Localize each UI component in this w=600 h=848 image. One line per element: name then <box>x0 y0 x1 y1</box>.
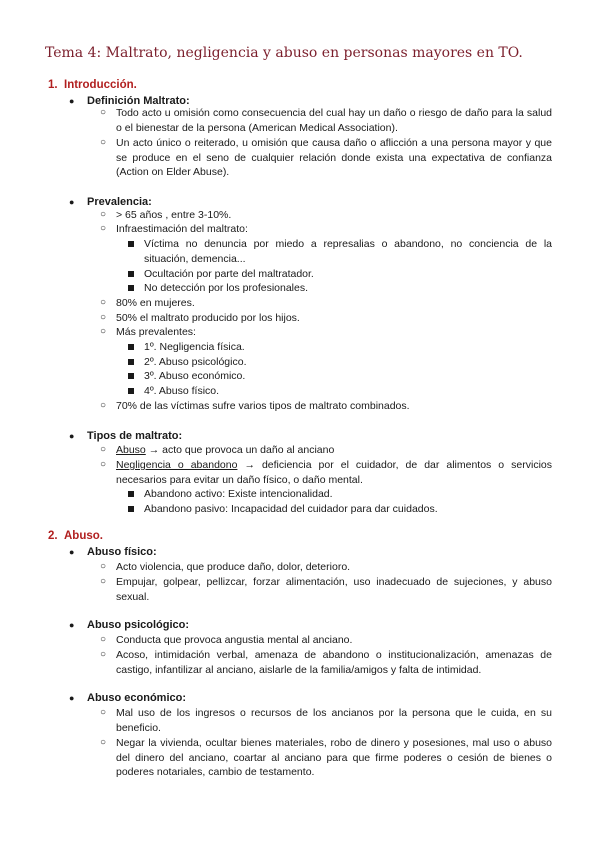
list-item: ○ Abuso → acto que provoca un daño al anciano <box>100 444 335 456</box>
list-item: ○ Un acto único o reiterado, u omisión que causa daño o aflicción a una persona mayor y que se produce en el seno de cualquier relación donde exista una expectativa de confianza (Action on Elder Abuse). <box>100 137 552 179</box>
list-item: ○ 80% en mujeres. <box>100 297 195 309</box>
sub-list-item: 1º. Negligencia física. <box>128 340 552 355</box>
sub-list-item: Ocultación por parte del maltratador. <box>128 267 552 282</box>
sub-list-item: Abandono pasivo: Incapacidad del cuidador para dar cuidados. <box>128 502 552 517</box>
sub-list-item: Víctima no denuncia por miedo a represalias o abandono, no conciencia de la situación, demencia... <box>128 237 552 266</box>
section-heading-introduccion: 1. Introducción. <box>48 79 137 91</box>
list-item: ○ Negligencia o abandono → deficiencia por el cuidador, de dar alimentos o servicios necesarios para evitar un daño físico, o daño mental. <box>100 459 552 486</box>
list-item: ○ Acto violencia, que produce daño, dolor, deterioro. <box>100 561 351 573</box>
list-item: ○ Acoso, intimidación verbal, amenaza de abandono o institucionalización, amenazas de castigo, infantilizar al anciano, aislarle de la familia/amigos y falta de intimidad. <box>100 649 552 676</box>
list-item: ○ Más prevalentes: <box>100 326 196 338</box>
list-item: ○ 50% el maltrato producido por los hijos. <box>100 312 300 324</box>
sub-list-item: 4º. Abuso físico. <box>128 384 552 399</box>
list-item: ○ Conducta que provoca angustia mental al anciano. <box>100 634 353 646</box>
list-item: ○ > 65 años , entre 3-10%. <box>100 209 232 221</box>
document-title: Tema 4: Maltrato, negligencia y abuso en personas mayores en TO. <box>45 45 523 61</box>
list-item: ○ Empujar, golpear, pellizcar, forzar alimentación, uso inadecuado de sujeciones, y abuso sexual. <box>100 576 552 603</box>
sub-list-item: No detección por los profesionales. <box>128 281 552 296</box>
sub-list-item: 3º. Abuso económico. <box>128 369 552 384</box>
list-item: ○ Negar la vivienda, ocultar bienes materiales, robo de dinero y posesiones, mal uso o abuso del dinero del anciano, coartar al anciano para que firme poderes o cesión de bienes o poderes notariales, cambio de testamento. <box>100 737 552 779</box>
list-item: ○ Todo acto u omisión como consecuencia del cual hay un daño o riesgo de daño para la salud o el bienestar de la persona (American Medical Association). <box>100 107 552 134</box>
list-item: ○ Mal uso de los ingresos o recursos de los ancianos por la persona que le cuida, en su beneficio. <box>100 707 552 734</box>
sub-list-item: 2º. Abuso psicológico. <box>128 355 552 370</box>
list-item: ○ 70% de las víctimas sufre varios tipos de maltrato combinados. <box>100 400 410 412</box>
list-item: ○ Infraestimación del maltrato: <box>100 223 248 235</box>
sub-list-item: Abandono activo: Existe intencionalidad. <box>128 487 552 502</box>
document-page: Tema 4: Maltrato, negligencia y abuso en personas mayores en TO. 1. Introducción. ● Definición Maltrato: ○ Todo acto u omisión como consecuencia del cual hay un daño o riesgo de daño para la salud o el bienestar de la persona (American Medical Association). ○ Un acto único o reiterado, u omisión que causa daño o aflicción a una persona mayor y que se produce en el seno de cualquier relación donde exista una expectativa de confianza (Action on Elder Abuse). ● Prevalencia: ○ > 65 años , entre 3-10%. ○ Infraestimación del maltrato: Víctima no denuncia por miedo a represalias o abandono, no conciencia de la situación, demencia... Ocultación por parte del maltratador. No detección por los profesionales. ○ 80% en mujeres. ○ 50% el maltrato producido por los hijos. ○ Más prevalentes: 1º. Negligencia física. 2º. Abuso psicológico. 3º. Abuso económico. 4º. Abuso físico. ○ 70% de las víctimas sufre varios tipos de maltrato combinados. ● Tipos de maltrato: ○ Abuso → acto que provoca un daño al anciano ○ Negligencia o abandono → deficiencia por el cuidador, de dar alimentos o servicios necesarios para evitar un daño físico, o daño mental. Abandono activo: Existe intencionalidad. Abandono pasivo: Incapacidad del cuidador para dar cuidados. 2. Abuso. ● Abuso físico: ○ Acto violencia, que produce daño, dolor, deterioro. ○ Empujar, golpear, pellizcar, forzar alimentación, uso inadecuado de sujeciones, y abuso sexual. ● Abuso psicológico: ○ Conducta que provoca angustia mental al anciano. ○ Acoso, intimidación verbal, amenaza de abandono o institucionalización, amenazas de castigo, infantilizar al anciano, aislarle de la familia/amigos y falta de intimidad. ● Abuso económico: ○ Mal uso de los ingresos o recursos de los ancianos por la persona que le cuida, en su beneficio. ○ Negar la vivienda, ocultar bienes materiales, robo de dinero y posesiones, mal uso o abuso del dinero del anciano, coartar al anciano para que firme poderes o cesión de bienes o poderes notariales, cambio de testamento. <box>45 45 552 779</box>
section-heading-abuso: 2. Abuso. <box>48 530 103 542</box>
